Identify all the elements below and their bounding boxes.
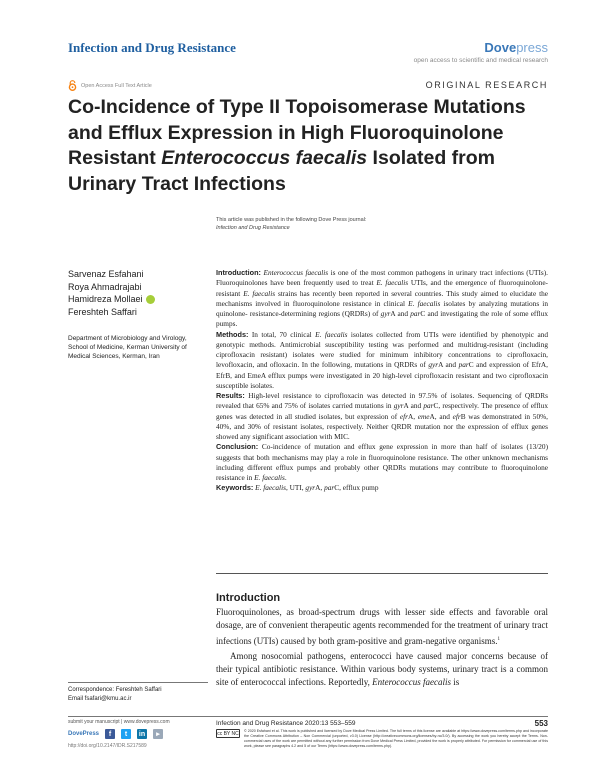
abstract-introduction: Introduction: Enterococcus faecalis is one of the most common pathogens in urinary tract infections (UTIs). Fluoroquinolones have been frequently used to treat E. faecalis UTIs, and the emergence of fluoroquinolone-resistant E. faecalis strains has recently been reported in several countries. This study aimed to elucidate the mechanisms involved in fluoroquinolone resistance in clinical E. faecalis isolates by analyzing mutations in quinolone- resistance-determining regions (QRDRs) of gyrA and parC and investigating the role of some efflux pumps. [216,268,548,329]
submit-manuscript-link[interactable]: submit your manuscript | www.dovepress.com [68,719,170,725]
correspondence-author: Correspondence: Fereshteh Saffari [68,687,162,693]
abstract-keywords: Keywords: E. faecalis, UTI, gyrA, parC, efflux pump [216,483,379,493]
open-access-icon [68,80,77,91]
author-affiliation: Department of Microbiology and Virology, School of Medicine, Kerman University of Medical Sciences, Kerman, Iran [68,335,187,360]
open-access-label: Open Access Full Text Article [81,82,152,89]
paragraph: Among nosocomial pathogens, enterococci have caused major concerns because of their typical antibiotic resistance. Within various body systems, urinary tract is a common site of enterococcal infections. Reportedly, Enterococcus faecalis is [216,650,548,688]
orcid-icon[interactable] [146,295,155,304]
publication-note: This article was published in the following Dove Press journal: Infection and Drug Resistance [216,217,367,231]
journal-name: Infection and Drug Resistance [68,40,236,55]
introduction-heading: Introduction [216,592,281,604]
article-title: Co-Incidence of Type II Topoisomerase Mutations and Efflux Expression in High Fluoroquinolone Resistant Enterococcus faecalis Isolated from Urinary Tract Infections [68,96,526,195]
creative-commons-icon[interactable]: cc BY NC [217,730,239,737]
author-name[interactable]: Roya Ahmadrajabi [68,281,142,292]
twitter-icon[interactable]: t [121,729,131,739]
abstract-conclusion: Conclusion: Co-incidence of mutation and efflux gene expression in more than half of isolates (13/20) suggests that both mechanisms may play a role in fluoroquinolone resistance. The other unknown mechanisms including different efflux pumps and probably other QRDRs mutations may contribute to fluoroquinolone resistance in E. faecalis. [216,442,548,482]
license-text: © 2020 Esfahani et al. This work is published and licensed by Dove Medical Press Limited. The full terms of this license are available at https://www.dovepress.com/terms.php and incorporate the Creative Commons Attribution – Non Commercial (unported, v3.0) License (http://creativecommons.org/licenses/by-nc/3.0/). By accessing the work you hereby accept the Terms. Non-commercial uses of the work are permitted without any further permission from Dove Medical Press Limited, provided the work is properly attributed. For permission for commercial use of this work, please see paragraphs 4.2 and 5 of our Terms (https://www.dovepress.com/terms.php). [244,729,548,748]
title-species: Enterococcus faecalis [161,147,368,169]
introduction-body [216,606,548,690]
facebook-icon[interactable]: f [105,729,115,739]
author-name[interactable]: Fereshteh Saffari [68,306,137,317]
social-links [68,729,208,739]
author-name[interactable]: Sarvenaz Esfahani [68,269,144,279]
open-access-badge [68,80,152,91]
publisher-suffix: press [516,40,548,55]
share-arrow-icon[interactable]: ▸ [153,729,163,739]
publication-journal-link[interactable]: Infection and Drug Resistance [216,225,290,231]
publisher-tagline: open access to scientific and medical research [413,57,548,64]
paragraph: Fluoroquinolones, as broad-spectrum drugs with lesser side effects and favorable oral dosage, are of convenient therapeutic agents recommended for the treatment of urinary tract infections (UTIs) caused by both gram-positive and gram-negative organisms.$^1$ [216,607,548,646]
correspondence-divider [68,682,208,683]
publisher-name: Dove [484,40,517,55]
page-number: 553 [534,719,548,728]
correspondence-email[interactable]: Email fsafari@kmu.ac.ir [68,695,132,702]
reference-link[interactable]: 1 [497,636,501,642]
footer-divider [68,716,548,717]
doi-link[interactable]: http://doi.org/10.2147/IDR.S217589 [68,743,147,749]
section-type: ORIGINAL RESEARCH [425,80,548,90]
correspondence [68,686,162,703]
author-name[interactable]: Hamidreza Mollaei [68,294,143,304]
abstract-divider [216,573,548,574]
abstract [216,268,548,494]
license [216,729,548,749]
citation: Infection and Drug Resistance 2020:13 553–559 [216,720,356,727]
abstract-methods: Methods: In total, 70 clinical E. faecalis isolates collected from UTIs were identified by phenotypic and genotypic methods. Antimicrobial susceptibility testing was performed and multidrug-resistant (including ciprofloxacin resistant) isolates were studied for minimum inhibitory concentrations to ciprofloxacin, levofloxacin, and ofloxacin. In the following, mutations in QRDRs of gyrA and parC and expression of EfrA, EfrB, and EmeA efflux pumps were investigated in 20 high-level ciprofloxacin resistant and two ciprofloxacin susceptible isolates. [216,329,549,390]
footer-left [68,719,208,749]
abstract-results: Results: High-level resistance to ciprofloxacin was detected in 97.5% of isolates. Sequencing of QRDRs revealed that 65% and 75% of isolates carried mutations in gyrA and parC, respectively. The presence of efflux genes was detected in all studied isolates, but expression of efrA, emeA, and efrB was demonstrated in 50%, 40%, and 30% of resistant isolates, respectively. Neither QRDR mutation nor the expression of efflux genes showed any significant association with MIC. [216,391,549,441]
author-list [68,268,155,318]
linkedin-icon[interactable]: in [138,730,146,738]
publisher-logo[interactable] [414,40,548,64]
dovepress-brand[interactable]: DovePress [68,731,100,737]
